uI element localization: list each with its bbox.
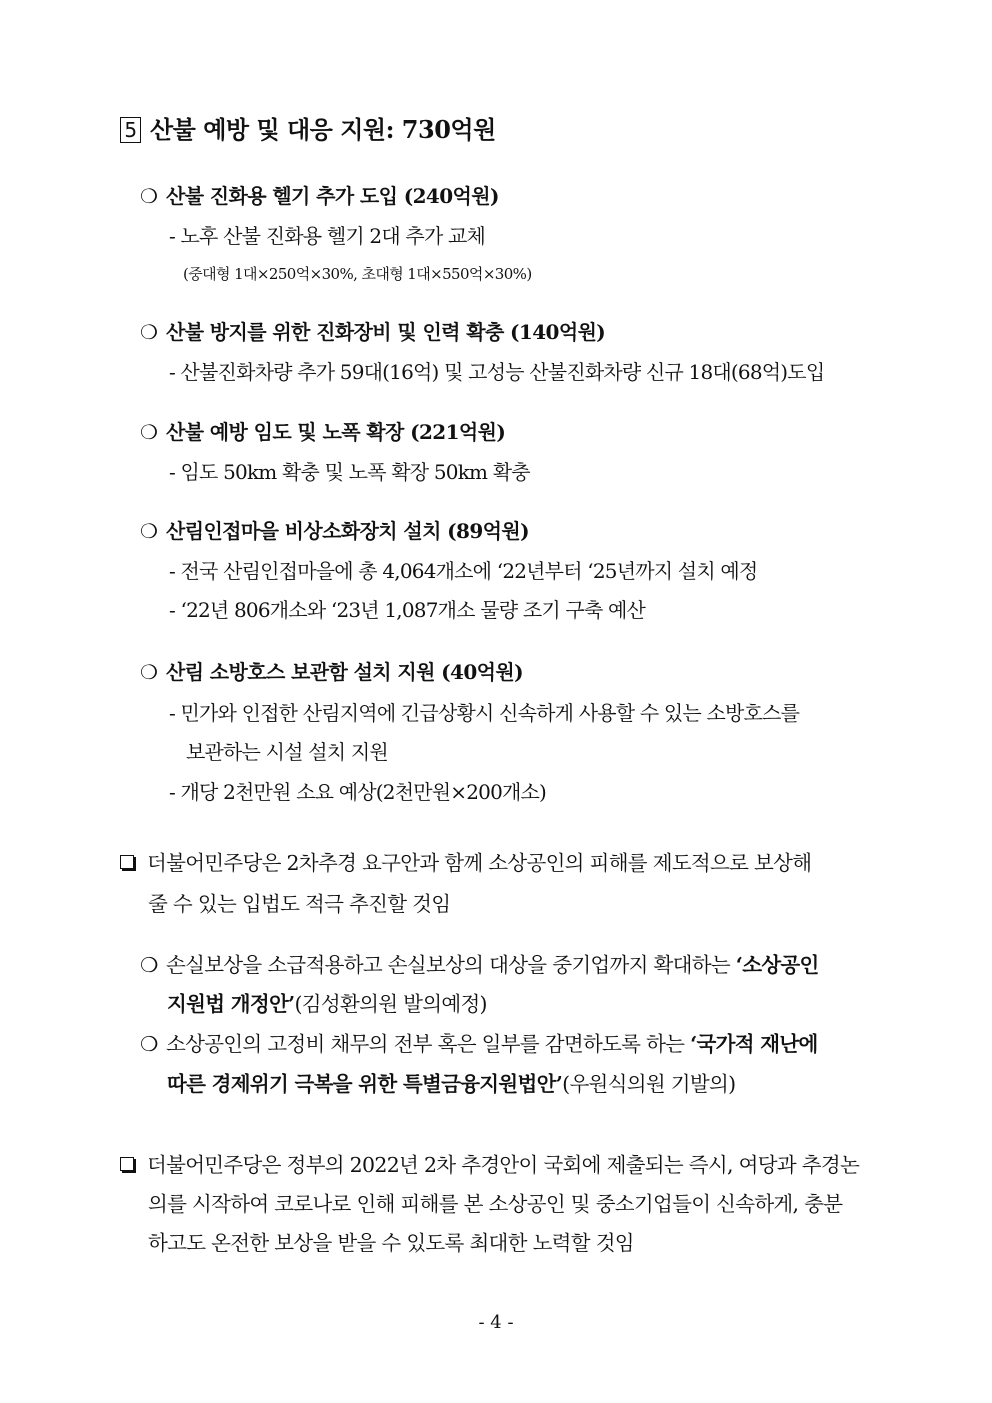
item-heading: ❍ 산림인접마을 비상소화장치 설치 (89억원): [140, 519, 529, 543]
box-paragraph: 더불어민주당은 정부의 2022년 2차 추경안이 국회에 제출되는 즉시, 여당과 추경논: [120, 1153, 859, 1178]
circle-bullet-icon: ❍: [140, 184, 158, 208]
box-paragraph: 더불어민주당은 2차추경 요구안과 함께 소상공인의 피해를 제도적으로 보상해: [120, 851, 811, 876]
section-number-box: 5: [120, 117, 141, 143]
box-paragraph-continued: 의를 시작하여 코로나로 인해 피해를 본 소상공인 및 중소기업들이 신속하게, 충분: [148, 1192, 843, 1216]
sub-item: ❍ 소상공인의 고정비 채무의 전부 혹은 일부를 감면하도록 하는 ‘국가적 재난에: [140, 1032, 818, 1056]
item-detail: - 민가와 인접한 산림지역에 긴급상황시 신속하게 사용할 수 있는 소방호스를: [169, 701, 800, 725]
item-detail: - 노후 산불 진화용 헬기 2대 추가 교체: [169, 224, 486, 248]
section-title-text: 산불 예방 및 대응 지원: 730억원: [150, 115, 496, 144]
sub-item: ❍ 손실보상을 소급적용하고 손실보상의 대상을 중기업까지 확대하는 ‘소상공인: [140, 953, 819, 977]
item-detail: - 전국 산림인접마을에 총 4,064개소에 ‘22년부터 ‘25년까지 설치 예정: [169, 559, 758, 583]
circle-bullet-icon: ❍: [140, 953, 158, 977]
item-heading: ❍ 산림 소방호스 보관함 설치 지원 (40억원): [140, 660, 523, 684]
page-number: - 4 -: [478, 1312, 514, 1333]
item-heading: ❍ 산불 예방 임도 및 노폭 확장 (221억원): [140, 420, 506, 444]
section-title: [120, 116, 496, 145]
circle-bullet-icon: ❍: [140, 420, 158, 444]
item-heading: ❍ 산불 진화용 헬기 추가 도입 (240억원): [140, 184, 499, 208]
item-detail-continued: 보관하는 시설 설치 지원: [186, 740, 388, 764]
item-heading: ❍ 산불 방지를 위한 진화장비 및 인력 확충 (140억원): [140, 320, 606, 344]
item-detail: - ‘22년 806개소와 ‘23년 1,087개소 물량 조기 구축 예산: [169, 598, 646, 622]
circle-bullet-icon: ❍: [140, 660, 158, 684]
item-detail: - 산불진화차량 추가 59대(16억) 및 고성능 산불진화차량 신규 18대(68억)도입: [169, 360, 825, 384]
box-paragraph-continued: 하고도 온전한 보상을 받을 수 있도록 최대한 노력할 것임: [148, 1231, 634, 1255]
box-paragraph-continued: 줄 수 있는 입법도 적극 추진할 것임: [148, 892, 451, 916]
square-bullet-icon: [120, 1157, 134, 1171]
item-note: (중대형 1대×250억×30%, 초대형 1대×550억×30%): [183, 265, 532, 283]
circle-bullet-icon: ❍: [140, 320, 158, 344]
item-detail: - 임도 50km 확충 및 노폭 확장 50km 확충: [169, 460, 530, 484]
circle-bullet-icon: ❍: [140, 1032, 158, 1056]
sub-item-continued: 따른 경제위기 극복을 위한 특별금융지원법안’(우원식의원 기발의): [167, 1072, 736, 1096]
item-detail: - 개당 2천만원 소요 예상(2천만원×200개소): [169, 780, 547, 804]
sub-item-continued: 지원법 개정안’(김성환의원 발의예정): [167, 992, 487, 1016]
square-bullet-icon: [120, 855, 134, 869]
circle-bullet-icon: ❍: [140, 519, 158, 543]
